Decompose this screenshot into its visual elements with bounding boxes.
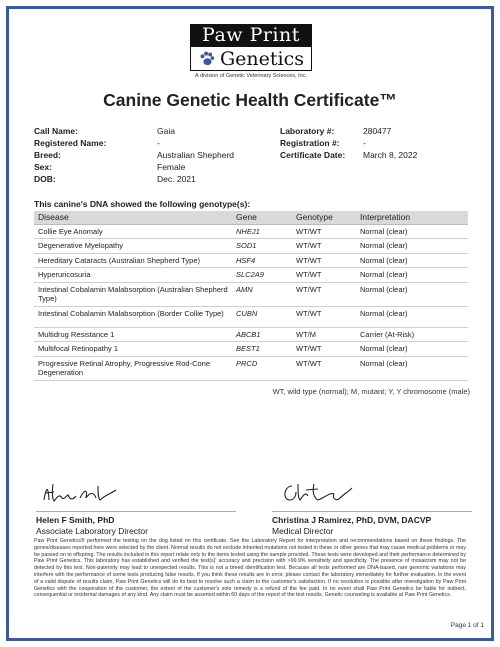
genotype-heading: This canine's DNA showed the following genotype(s): xyxy=(34,199,251,209)
signature-line-right xyxy=(272,511,472,512)
logo-line2: Genetics xyxy=(219,47,304,70)
info-value: Dec. 2021 xyxy=(157,174,196,184)
gene-cell: SLC2A9 xyxy=(232,268,292,283)
gene-cell: PRCD xyxy=(232,356,292,380)
info-label: Registered Name: xyxy=(34,138,107,148)
genotype-cell: WT/WT xyxy=(292,342,356,357)
gene-cell: HSF4 xyxy=(232,253,292,268)
interpretation-cell: Normal (clear) xyxy=(356,306,468,327)
logo-line2-row xyxy=(190,47,312,71)
table-row xyxy=(34,253,468,268)
gene-cell: AMN xyxy=(232,282,292,306)
certificate-title: Canine Genetic Health Certificate™ xyxy=(103,90,397,110)
header-disease: Disease xyxy=(34,211,232,224)
table-row xyxy=(34,327,468,342)
interpretation-cell: Normal (clear) xyxy=(356,268,468,283)
interpretation-cell: Normal (clear) xyxy=(356,253,468,268)
interpretation-cell: Normal (clear) xyxy=(356,224,468,239)
gene-cell: ABCB1 xyxy=(232,327,292,342)
disease-cell: Hereditary Cataracts (Australian Shepherd Type) xyxy=(34,253,232,268)
signature-line-left xyxy=(36,511,236,512)
genotype-cell: WT/M xyxy=(292,327,356,342)
disclaimer-text: Paw Print Genetics® performed the testing on the dog listed on this certificate. See the Laboratory Report for interpretation and recommendations based on these findings. The genes/diseases reported here were selected by the client. Normal results do not exclude inherited mutations not tested in these or other genes that may cause medical problems or may be passed on to offspring. The results included in this report relate only to the items tested using the sample provided. These tests were developed and their performance determined by Paw Print Genetics. This laboratory has established and verified the test(s)' accuracy and precision with >99.9% sensitivity and specificity. The presence of mosaicism may not be detected by this test. Non-paternity may lead to unexpected results. This is not a breed identification test. Because all tests performed are DNA-based, rare genomic variations may interfere with the performance of some tests producing false results. If you think these results are in error, please contact the laboratory immediately for further evaluation. In the event of a valid dispute of results claim, Paw Print Genetics will do its best to resolve such a claim to the customer's satisfaction. If no resolution is possible after investigation by Paw Print Genetics with the cooperation of the customer, the extent of the customer's sole remedy is a refund of the fee paid. In no event shall Paw Print Genetics be liable for indirect, consequential or incidental damages of any kind. Any claim must be asserted within 60 days of the report of the test results. Genetic counseling is available at Paw Print Genetics. xyxy=(34,538,466,599)
signer-title: Associate Laboratory Director xyxy=(36,526,148,536)
disease-cell: Multifocal Retinopathy 1 xyxy=(34,342,232,357)
interpretation-cell: Carrier (At-Risk) xyxy=(356,327,468,342)
genotype-cell: WT/WT xyxy=(292,224,356,239)
table-row xyxy=(34,224,468,239)
dog-info xyxy=(34,125,234,185)
table-row xyxy=(34,306,468,327)
table-row xyxy=(34,268,468,283)
genotype-cell: WT/WT xyxy=(292,282,356,306)
logo-subtitle: A division of Genetic Veterinary Sciences, Inc. xyxy=(195,73,307,79)
genotype-cell: WT/WT xyxy=(292,253,356,268)
disease-cell: Degenerative Myelopathy xyxy=(34,239,232,254)
signer-right xyxy=(272,515,431,537)
header-interpretation: Interpretation xyxy=(356,211,468,224)
genotype-table xyxy=(34,211,468,381)
gene-cell: BEST1 xyxy=(232,342,292,357)
info-value: 280477 xyxy=(363,126,392,136)
company-logo xyxy=(190,24,312,82)
info-row xyxy=(280,125,417,137)
signer-name: Christina J Ramirez, PhD, DVM, DACVP xyxy=(272,515,432,525)
signature-helen-smith xyxy=(40,478,120,508)
table-header-row xyxy=(34,211,468,224)
genotype-cell: WT/WT xyxy=(292,239,356,254)
signer-left xyxy=(36,515,148,537)
header-genotype: Genotype xyxy=(292,211,356,224)
genotype-legend: WT, wild type (normal); M, mutant; Y, Y chromosome (male) xyxy=(272,387,470,396)
info-value: Female xyxy=(157,162,186,172)
info-row xyxy=(34,125,234,137)
info-label: Certificate Date: xyxy=(280,150,346,160)
info-row xyxy=(34,173,234,185)
info-label: Registration #: xyxy=(280,138,340,148)
lab-info xyxy=(280,125,417,161)
info-value: - xyxy=(363,138,366,148)
paw-icon xyxy=(198,50,216,68)
disease-cell: Intestinal Cobalamin Malabsorption (Australian Shepherd Type) xyxy=(34,282,232,306)
disease-cell: Collie Eye Anomaly xyxy=(34,224,232,239)
table-row xyxy=(34,239,468,254)
table-row xyxy=(34,342,468,357)
info-label: Call Name: xyxy=(34,126,78,136)
disease-cell: Intestinal Cobalamin Malabsorption (Border Collie Type) xyxy=(34,306,232,327)
interpretation-cell: Normal (clear) xyxy=(356,342,468,357)
info-label: Sex: xyxy=(34,162,52,172)
gene-cell: NHEJ1 xyxy=(232,224,292,239)
gene-cell: SOD1 xyxy=(232,239,292,254)
info-label: Laboratory #: xyxy=(280,126,335,136)
logo-line1: Paw Print xyxy=(190,24,312,47)
genotype-cell: WT/WT xyxy=(292,268,356,283)
gene-cell: CUBN xyxy=(232,306,292,327)
header-gene: Gene xyxy=(232,211,292,224)
info-label: DOB: xyxy=(34,174,56,184)
info-value: - xyxy=(157,138,160,148)
info-value: Gaia xyxy=(157,126,175,136)
genotype-cell: WT/WT xyxy=(292,306,356,327)
interpretation-cell: Normal (clear) xyxy=(356,356,468,380)
interpretation-cell: Normal (clear) xyxy=(356,282,468,306)
signer-name: Helen F Smith, PhD xyxy=(36,515,115,525)
info-value: March 8, 2022 xyxy=(363,150,418,160)
interpretation-cell: Normal (clear) xyxy=(356,239,468,254)
info-label: Breed: xyxy=(34,150,61,160)
info-row xyxy=(34,137,234,149)
table-row xyxy=(34,282,468,306)
info-row xyxy=(34,149,234,161)
info-value: Australian Shepherd xyxy=(157,150,235,160)
signer-title: Medical Director xyxy=(272,526,334,536)
info-row xyxy=(280,137,417,149)
genotype-cell: WT/WT xyxy=(292,356,356,380)
signature-christina-ramirez xyxy=(278,478,358,508)
info-row xyxy=(34,161,234,173)
info-row xyxy=(280,149,417,161)
disease-cell: Hyperuricosuria xyxy=(34,268,232,283)
disease-cell: Progressive Retinal Atrophy, Progressive Rod-Cone Degeneration xyxy=(34,356,232,380)
disease-cell: Multidrug Resistance 1 xyxy=(34,327,232,342)
table-row xyxy=(34,356,468,380)
page-number: Page 1 of 1 xyxy=(450,622,484,629)
